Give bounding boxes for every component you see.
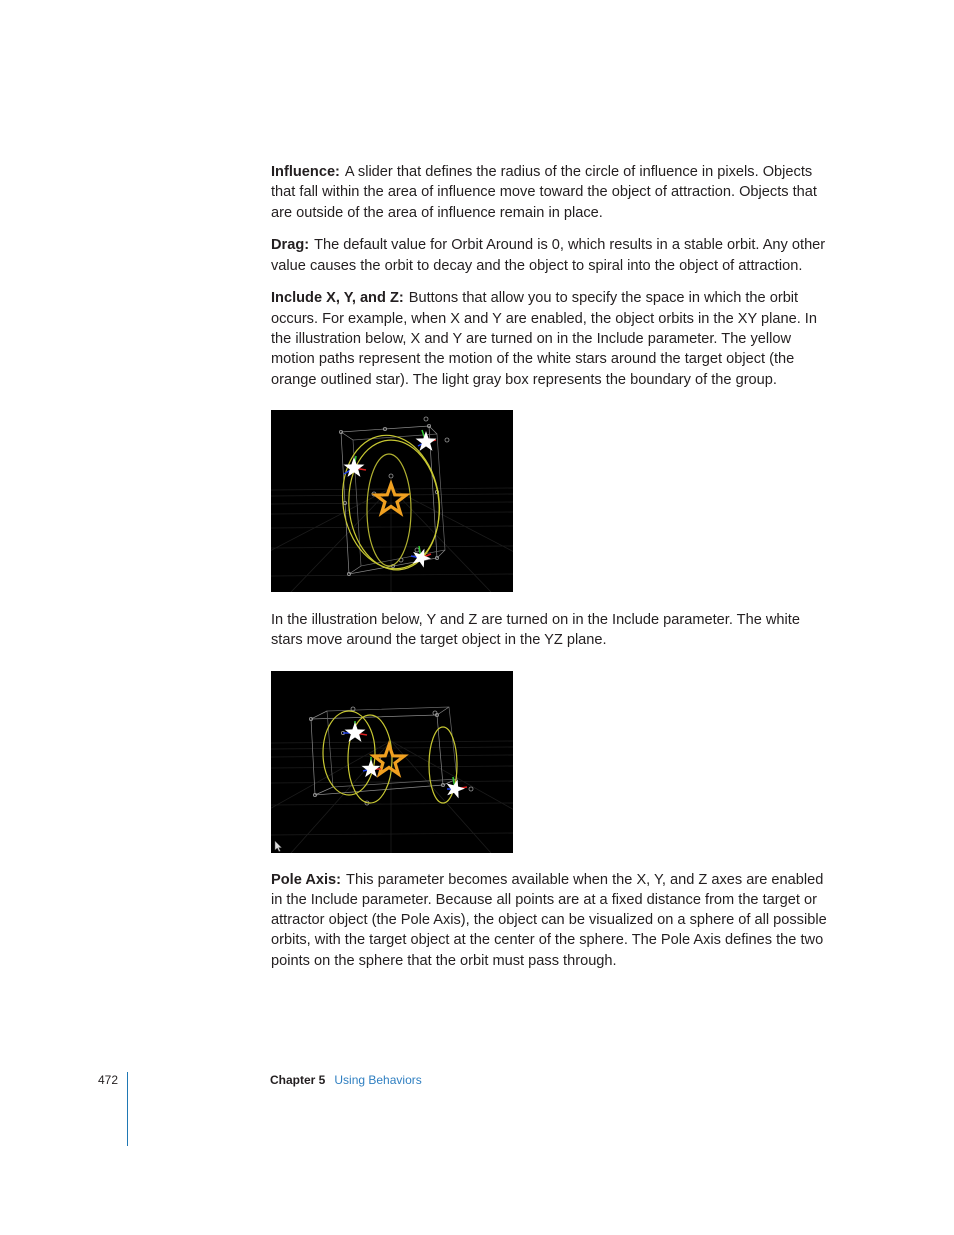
footer-rule: [127, 1072, 128, 1146]
figure-xy-orbit: [271, 410, 513, 592]
term-include: Include X, Y, and Z:: [271, 290, 404, 307]
text-influence: A slider that defines the radius of the circle of influence in pixels. Objects that fall within the area of influence move toward the object of attraction. Objects that are outside of the area of influence remain in place.: [271, 164, 817, 221]
text-drag: The default value for Orbit Around is 0, which results in a stable orbit. Any other value causes the orbit to decay and the object to spiral into the object of attraction.: [271, 237, 826, 274]
footer-chapter: [270, 1073, 422, 1088]
figure-yz-orbit: [271, 671, 513, 853]
chapter-label: Chapter 5: [270, 1073, 326, 1087]
chapter-title-link[interactable]: Using Behaviors: [334, 1073, 422, 1087]
paragraph-include: [271, 288, 827, 389]
text-yz: In the illustration below, Y and Z are turned on in the Include parameter. The white stars move around the target object in the YZ plane.: [271, 611, 800, 649]
document-body: [271, 162, 827, 984]
paragraph-yz: [271, 610, 827, 651]
paragraph-pole-axis: [271, 870, 827, 971]
text-pole-axis: This parameter becomes available when the X, Y, and Z axes are enabled in the Include parameter. Because all points are at a fixed distance from the target or attractor object (the Pole Axis), the object can be visualized on a sphere of all possible orbits, with the target object at the center of the sphere. The Pole Axis defines the two points on the sphere that the orbit must pass through.: [271, 871, 827, 969]
paragraph-drag: [271, 235, 827, 276]
page-number: 472: [98, 1073, 119, 1087]
text-include: Buttons that allow you to specify the space in which the orbit occurs. For example, when X and Y are enabled, the object orbits in the XY plane. In the illustration below, X and Y are turned on in the Include parameter. The yellow motion paths represent the motion of the white stars around the target object (the orange outlined star). The light gray box represents the boundary of the group.: [271, 290, 817, 388]
term-drag: Drag:: [271, 237, 310, 254]
paragraph-influence: [271, 162, 827, 223]
term-influence: Influence:: [271, 164, 340, 180]
term-pole-axis: Pole Axis:: [271, 871, 342, 888]
